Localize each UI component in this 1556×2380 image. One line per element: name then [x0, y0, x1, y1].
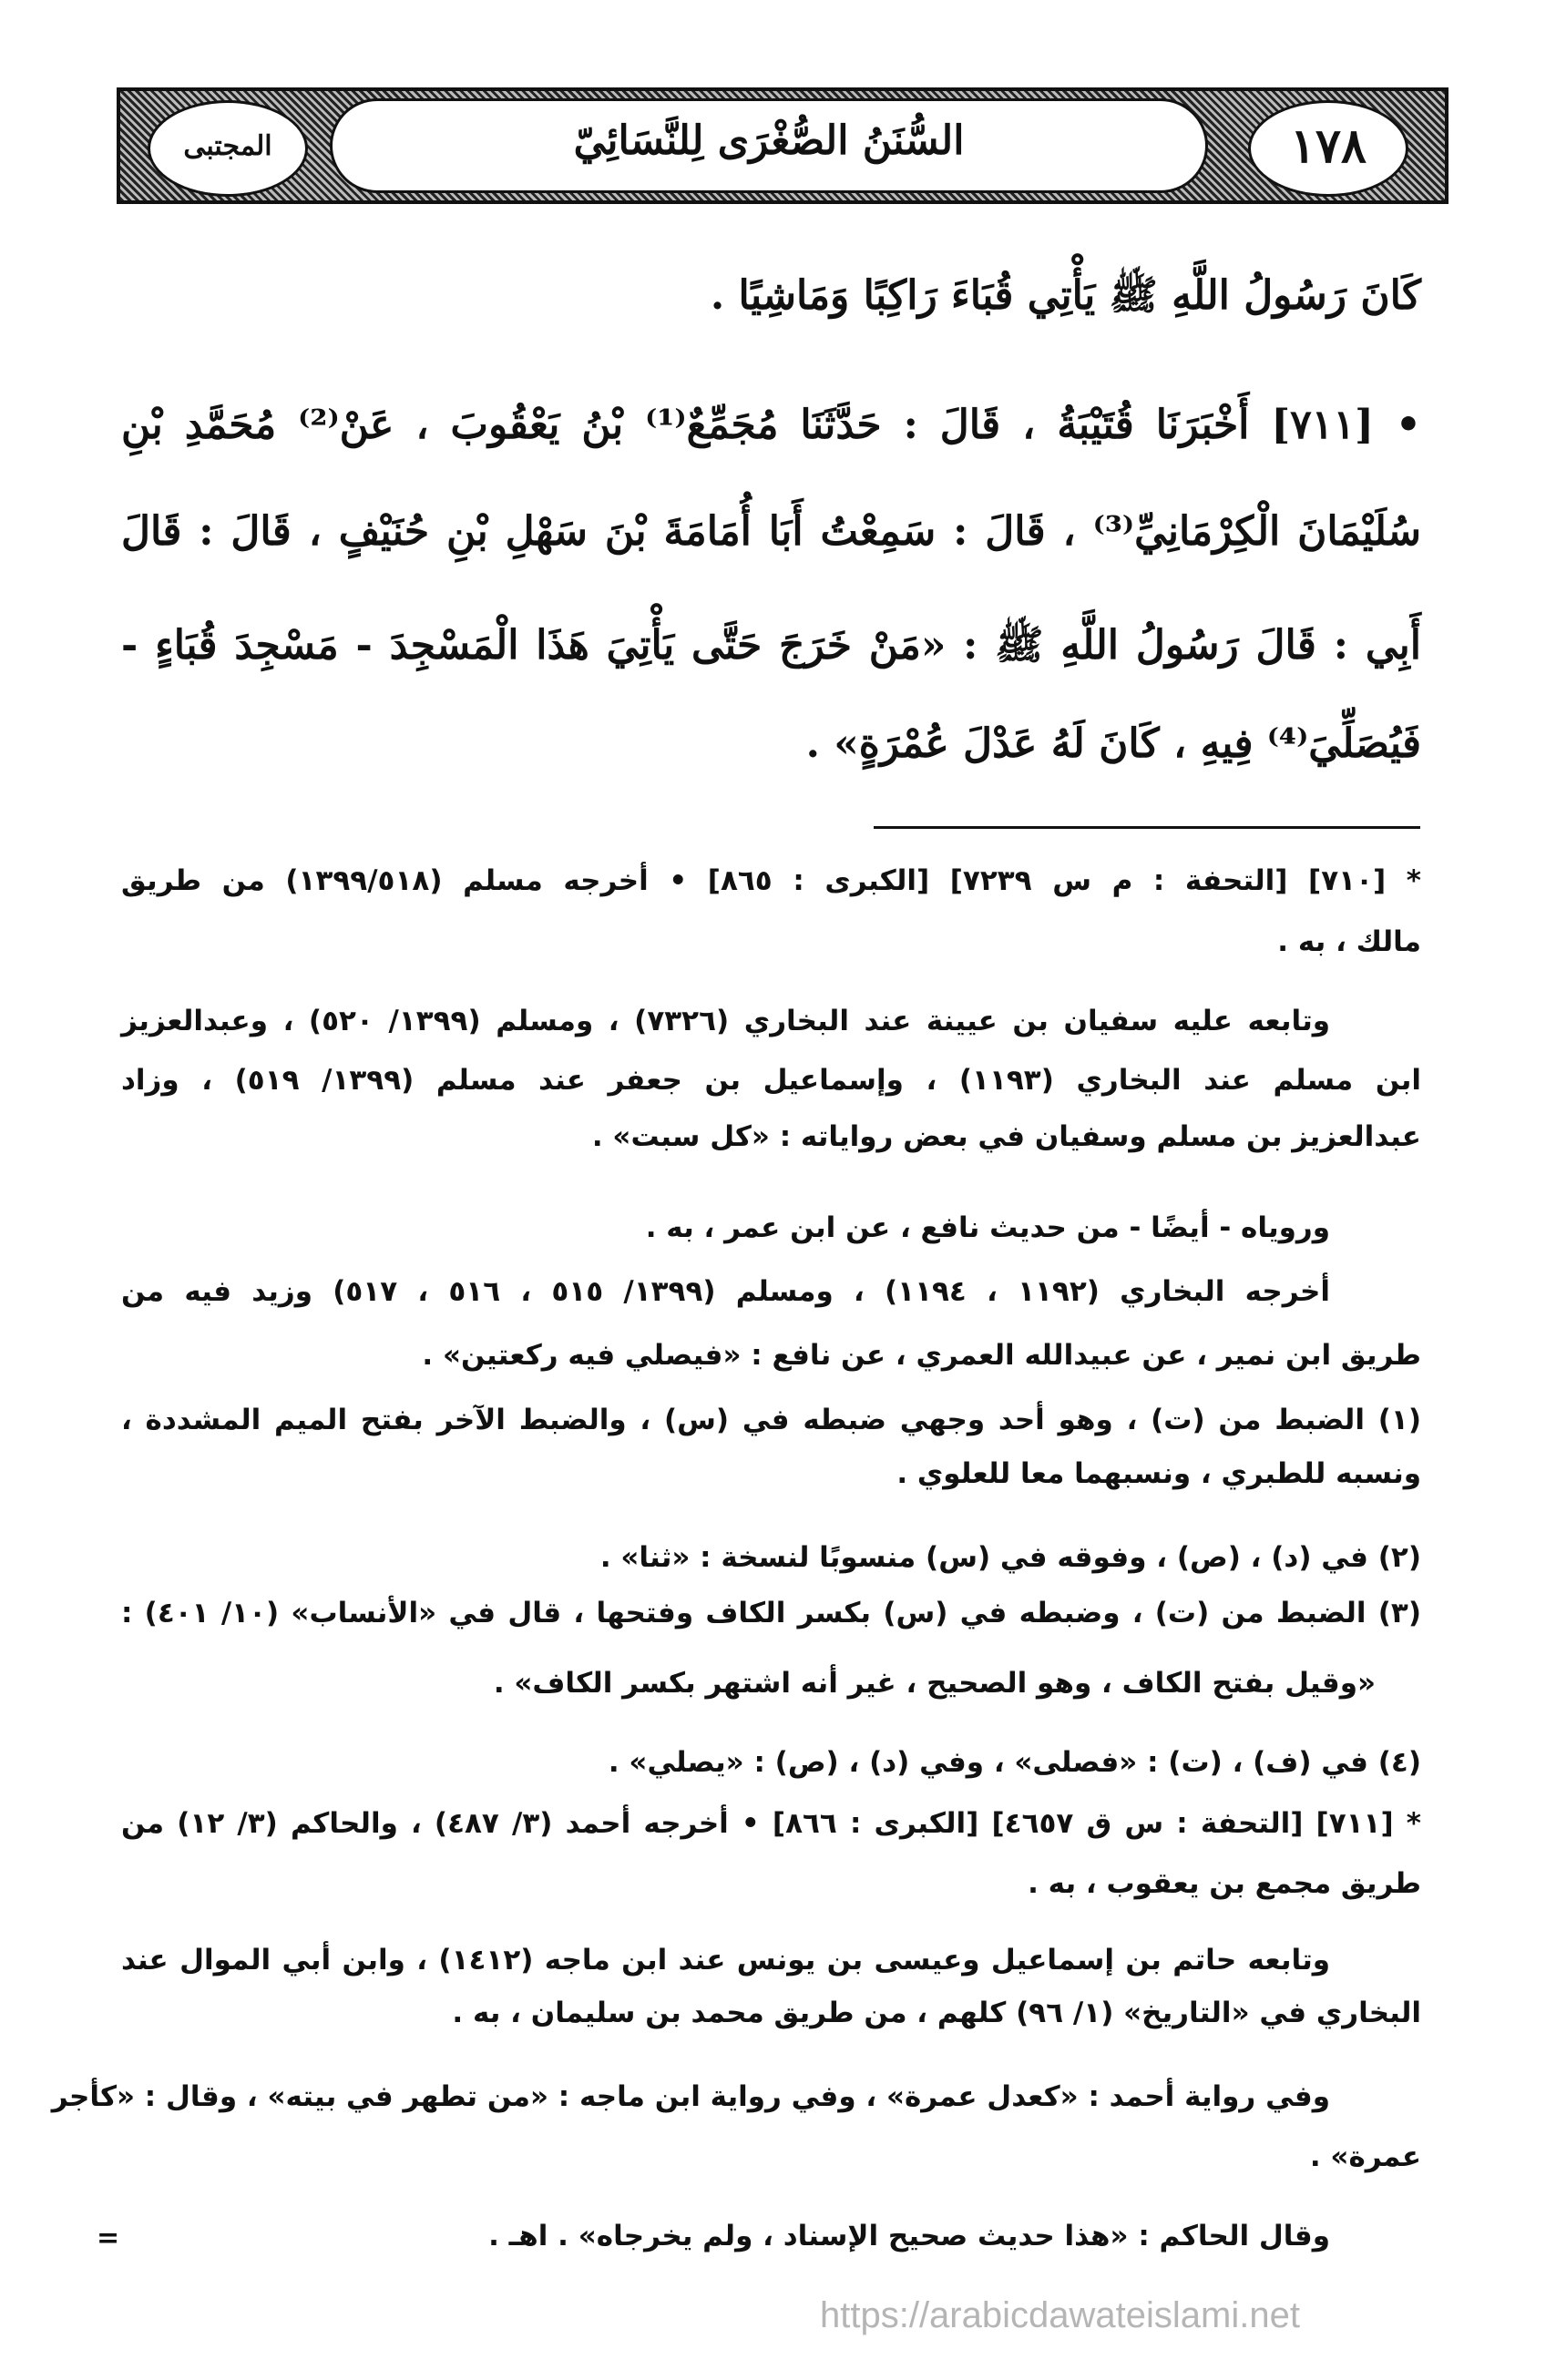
footnote-line: طريق مجمع بن يعقوب ، به .	[1028, 1867, 1421, 1900]
footnote-line: وقال الحاكم : «هذا حديث صحيح الإسناد ، ولم يخرجاه» . اهـ .	[488, 2220, 1330, 2252]
footnote-line: (٤) في (ف) ، (ت) : «فصلى» ، وفي (د) ، (ص) : «يصلي» .	[608, 1746, 1421, 1779]
page-number: ١٧٨	[1248, 100, 1408, 197]
footnote-line: (١) الضبط من (ت) ، وهو أحد وجهي ضبطه في (س) ، والضبط الآخر بفتح الميم المشددة ،	[121, 1404, 1421, 1436]
footnote-line: «وقيل بفتح الكاف ، وهو الصحيح ، غير أنه اشتهر بكسر الكاف» .	[493, 1667, 1376, 1700]
hadith-711-line: أَبِي : قَالَ رَسُولُ اللَّهِ ﷺ : «مَنْ خَرَجَ حَتَّى يَأْتِيَ هَذَا الْمَسْجِدَ - مَسْجِدَ قُبَاءٍ -	[121, 622, 1421, 669]
hadith-711-line: • [٧١١] أَخْبَرَنَا قُتَيْبَةُ ، قَالَ : حَدَّثَنَا مُجَمِّعٌ⁽¹⁾ بْنُ يَعْقُوبَ ، عَنْ⁽²⁾ مُحَمَّدِ بْنِ	[121, 402, 1421, 448]
footnote-line: وفي رواية أحمد : «كعدل عمرة» ، وفي رواية ابن ماجه : «من تطهر في بيته» ، وقال : «كأجر	[51, 2080, 1330, 2113]
footnote-line: أخرجه البخاري (١١٩٢ ، ١١٩٤) ، ومسلم (١٣٩٩/ ٥١٥ ، ٥١٦ ، ٥١٧) وزيد فيه من	[121, 1275, 1330, 1308]
footnote-line: ونسبه للطبري ، ونسبهما معا للعلوي .	[896, 1457, 1421, 1490]
continuation-mark: =	[97, 2222, 120, 2254]
footnote-line: (٢) في (د) ، (ص) ، وفوقه في (س) منسوبًا لنسخة : «ثنا» .	[599, 1541, 1421, 1574]
book-title: السُّنَنُ الصُّغْرَى لِلنَّسَائِيّ	[573, 117, 965, 164]
main-text-line: كَانَ رَسُولُ اللَّهِ ﷺ يَأْتِي قُبَاءَ رَاكِبًا وَمَاشِيًا .	[710, 272, 1421, 319]
footnote-line: * [٧١٠] [التحفة : م س ٧٢٣٩] [الكبرى : ٨٦٥] • أخرجه مسلم (١٣٩٩/٥١٨) من طريق	[121, 864, 1421, 897]
footnote-line: (٣) الضبط من (ت) ، وضبطه في (س) بكسر الكاف وفتحها ، قال في «الأنساب» (١٠/ ٤٠١) :	[121, 1597, 1421, 1629]
hadith-711-line: فَيُصَلِّيَ⁽⁴⁾ فِيهِ ، كَانَ لَهُ عَدْلَ عُمْرَةٍ» .	[805, 720, 1421, 767]
hadith-711-line: سُلَيْمَانَ الْكِرْمَانِيِّ⁽³⁾ ، قَالَ : سَمِعْتُ أَبَا أُمَامَةَ بْنَ سَهْلِ بْنِ حُنَيْفٍ ، قَالَ : قَالَ	[121, 508, 1421, 555]
footnote-line: عبدالعزيز بن مسلم وسفيان في بعض رواياته : «كل سبت» .	[591, 1120, 1421, 1153]
footnote-line: عمرة» .	[1309, 2140, 1421, 2173]
footnote-line: * [٧١١] [التحفة : س ق ٤٦٥٧] [الكبرى : ٨٦٦] • أخرجه أحمد (٣/ ٤٨٧) ، والحاكم (٣/ ١٢) من	[121, 1807, 1422, 1840]
header-title-frame	[330, 98, 1208, 193]
page-header	[117, 87, 1449, 204]
footnote-line: طريق ابن نمير ، عن عبيدالله العمري ، عن نافع : «فيصلي فيه ركعتين» .	[422, 1339, 1421, 1372]
footnote-line: ابن مسلم عند البخاري (١١٩٣) ، وإسماعيل بن جعفر عند مسلم (١٣٩٩/ ٥١٩) ، وزاد	[121, 1064, 1421, 1097]
footnote-line: البخاري في «التاريخ» (١/ ٩٦) كلهم ، من طريق محمد بن سليمان ، به .	[452, 1997, 1421, 2029]
footnote-separator	[874, 826, 1420, 829]
footnote-line: مالك ، به .	[1277, 925, 1421, 958]
book-logo-medallion: المجتبى	[148, 100, 308, 197]
footnote-line: وتابعه حاتم بن إسماعيل وعيسى بن يونس عند ابن ماجه (١٤١٢) ، وابن أبي الموال عند	[121, 1944, 1331, 1977]
footnote-line: وروياه - أيضًا - من حديث نافع ، عن ابن عمر ، به .	[645, 1211, 1330, 1244]
watermark-url: https://arabicdawateislami.net	[820, 2295, 1300, 2335]
footnote-line: وتابعه عليه سفيان بن عيينة عند البخاري (٧٣٢٦) ، ومسلم (١٣٩٩/ ٥٢٠) ، وعبدالعزيز	[121, 1005, 1331, 1037]
